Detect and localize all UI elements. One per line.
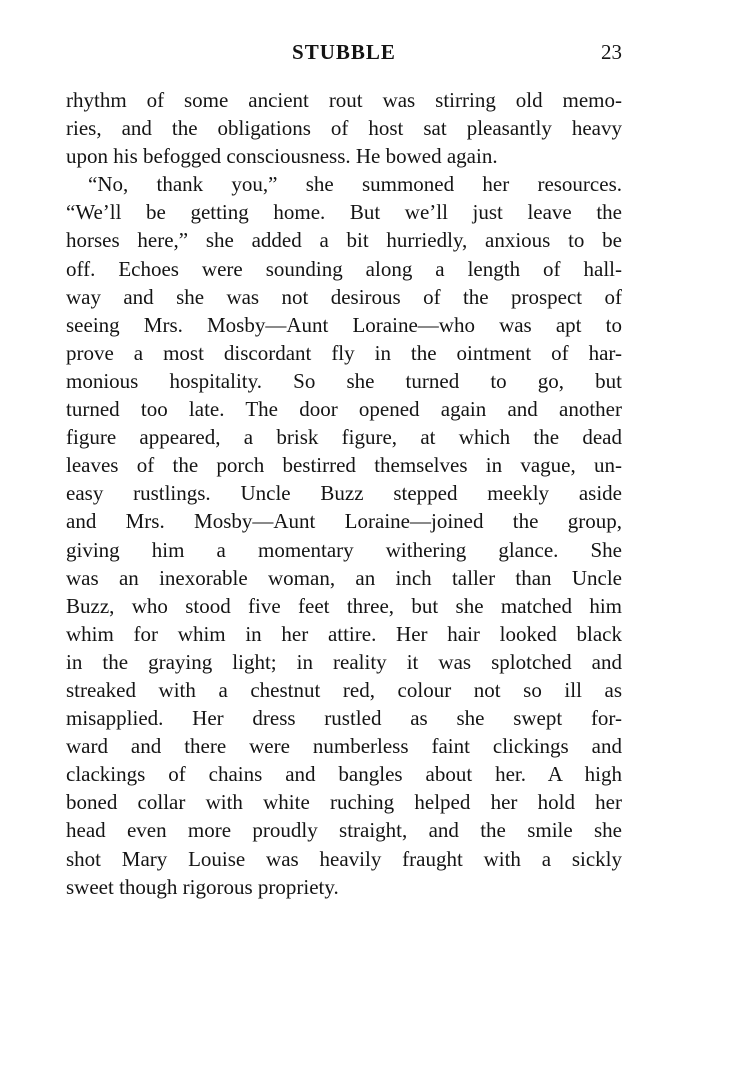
text-line: “No, thank you,” she summoned her resources. (88, 172, 622, 197)
text-line: giving him a momentary withering glance. She (66, 537, 622, 562)
running-head (66, 40, 622, 70)
text-line: rhythm of some ancient rout was stirring old memo- (66, 88, 622, 112)
text-line: shot Mary Louise was heavily fraught with a sickly (66, 846, 622, 871)
text-line: upon his befogged consciousness. He bowed again. (66, 144, 498, 169)
text-line: prove a most discordant fly in the ointment of har- (66, 340, 622, 365)
text-line: “We’ll be getting home. But we’ll just leave the (66, 200, 622, 225)
text-line: horses here,” she added a bit hurriedly, anxious to be (66, 228, 622, 253)
text-line: seeing Mrs. Mosby—Aunt Loraine—who was apt to (66, 312, 622, 337)
text-line: leaves of the porch bestirred themselves in vague, un- (66, 453, 622, 478)
text-line: clackings of chains and bangles about her. A high (66, 762, 622, 787)
text-line: head even more proudly straight, and the smile she (66, 818, 622, 843)
text-line: was an inexorable woman, an inch taller than Uncle (66, 565, 622, 590)
text-line: and Mrs. Mosby—Aunt Loraine—joined the group, (66, 509, 622, 534)
body-text (66, 86, 622, 901)
text-line: off. Echoes were sounding along a length of hall- (66, 256, 622, 281)
text-line: monious hospitality. So she turned to go, but (66, 368, 622, 393)
text-line: ries, and the obligations of host sat pleasantly heavy (66, 116, 622, 141)
text-line: way and she was not desirous of the prospect of (66, 284, 622, 309)
text-line: whim for whim in her attire. Her hair looked black (66, 621, 622, 646)
text-line: figure appeared, a brisk figure, at which the dead (66, 425, 622, 450)
text-line: ward and there were numberless faint clickings and (66, 734, 622, 759)
text-line: sweet though rigorous propriety. (66, 874, 339, 899)
text-line: Buzz, who stood five feet three, but she matched him (66, 593, 622, 618)
text-line: easy rustlings. Uncle Buzz stepped meekly aside (66, 481, 622, 506)
text-line: misapplied. Her dress rustled as she swept for- (66, 706, 622, 731)
page-number: 23 (601, 40, 622, 64)
text-line: in the graying light; in reality it was splotched and (66, 649, 622, 674)
text-line: streaked with a chestnut red, colour not so ill as (66, 677, 622, 702)
running-title: STUBBLE (292, 40, 396, 64)
text-line: turned too late. The door opened again and another (66, 397, 622, 422)
text-line: boned collar with white ruching helped her hold her (66, 790, 622, 815)
